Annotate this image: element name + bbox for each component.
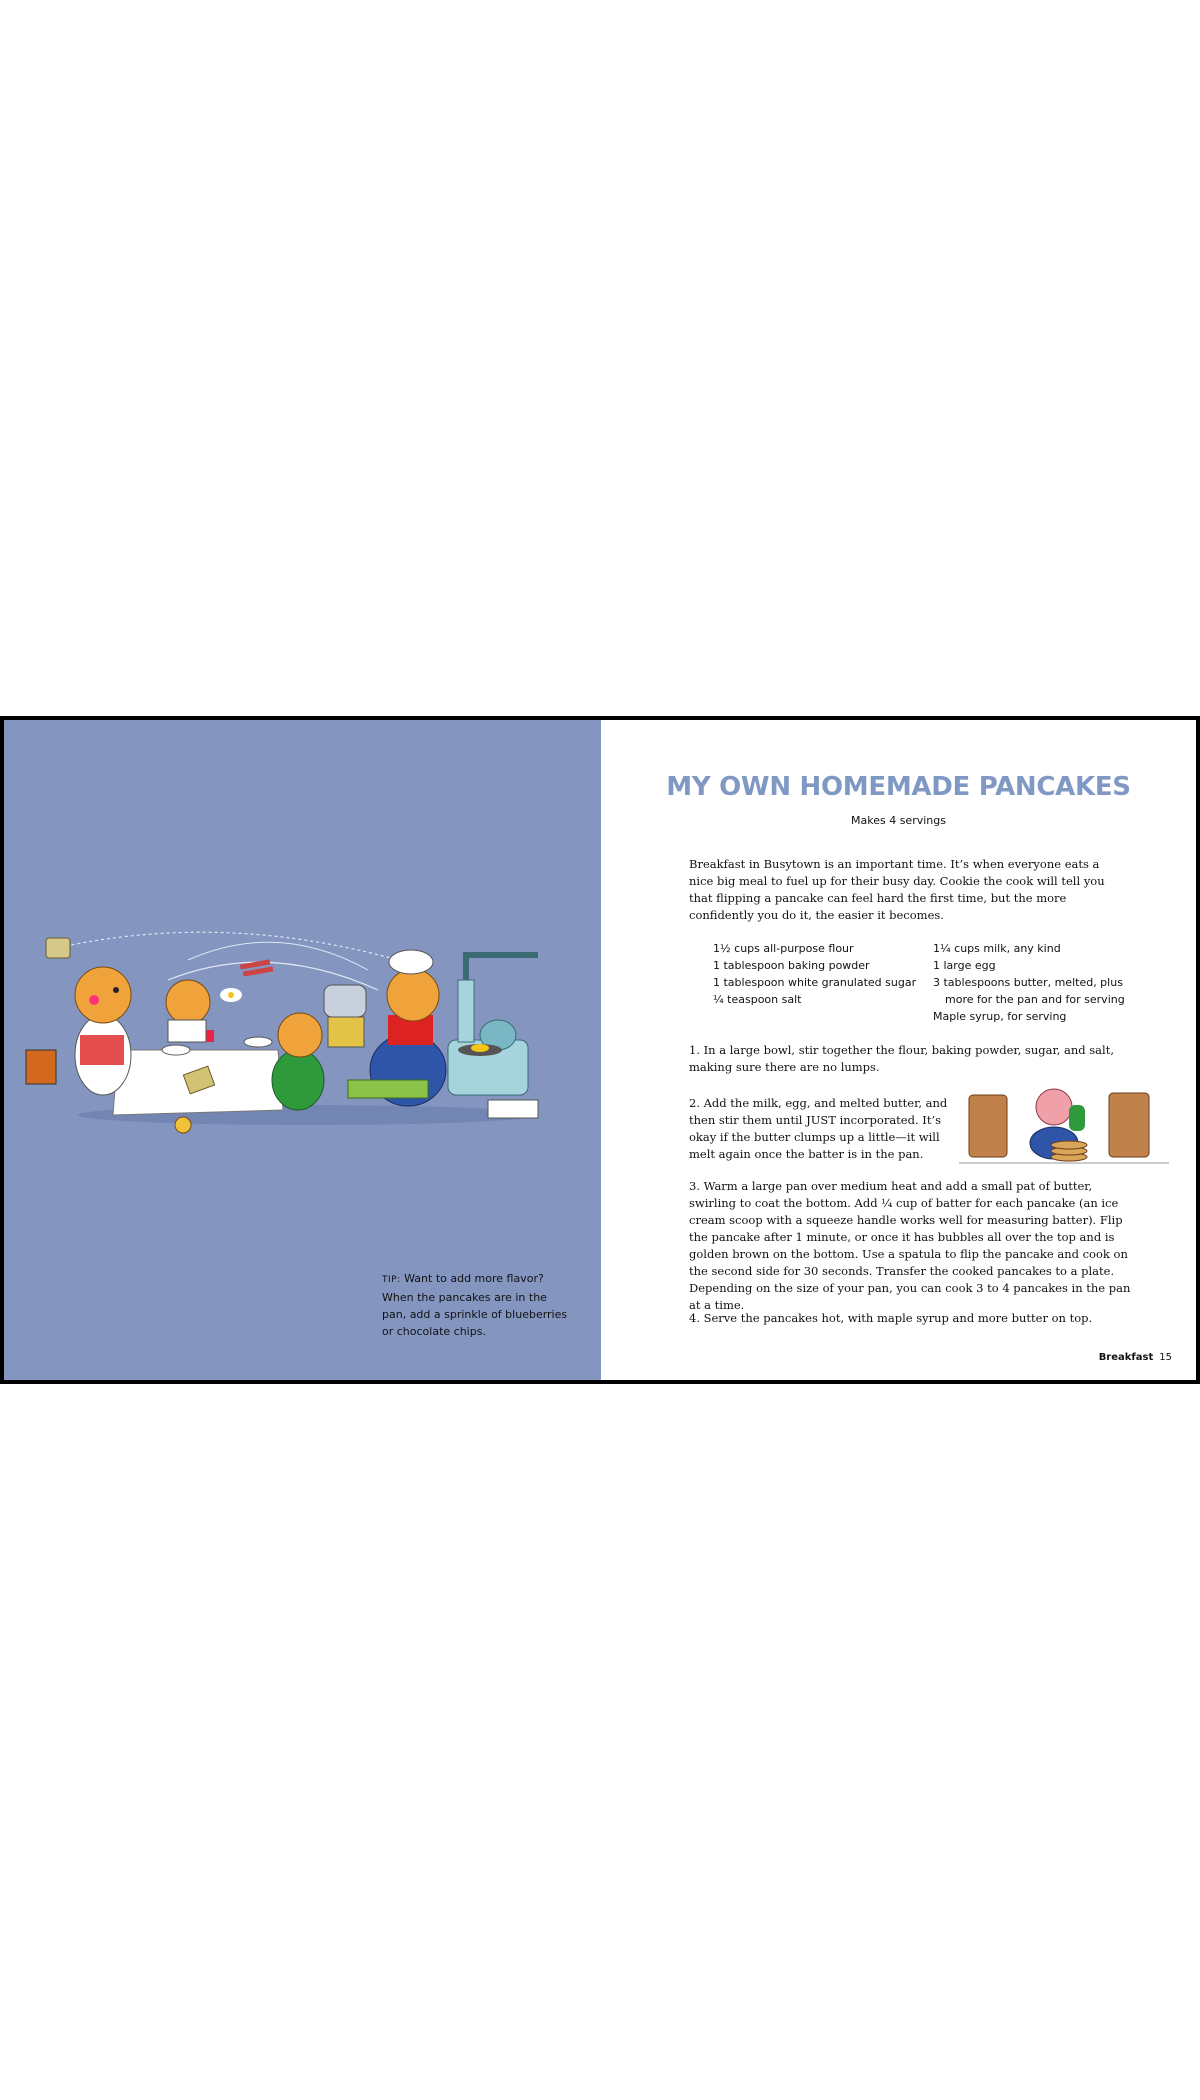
ingredient-item: 1¼ cups milk, any kind [933, 942, 1061, 955]
tip-note [382, 1270, 572, 1340]
recipe-title: MY OWN HOMEMADE PANCAKES [666, 772, 1131, 802]
kitchen-pigs-illustration [18, 920, 588, 1150]
ingredient-item: 1 tablespoon white granulated sugar [713, 976, 917, 989]
ingredient-item: 1 tablespoon baking powder [713, 959, 870, 972]
tip-label: TIP: [382, 1275, 401, 1285]
footer-section: Breakfast [1098, 1352, 1154, 1363]
step-2: 2. Add the milk, egg, and melted butter, and then stir them until JUST incorporated. It’s okay if the butter clumps up a little—it will melt again once the batter is in the pan. [689, 1096, 948, 1161]
book-spread [0, 716, 1200, 1384]
ingredient-item: Maple syrup, for serving [933, 1010, 1067, 1023]
ingredient-item: 3 tablespoons butter, melted, plus more for the pan and for serving [933, 976, 1125, 1006]
intro-paragraph: Breakfast in Busytown is an important time. It’s when everyone eats a nice big meal to fuel up for their busy day. Cookie the cook will tell you that flipping a pancake can feel hard the first time, but the more confidently you do it, the easier it becomes. [689, 857, 1105, 922]
ingredients-column-1 [713, 940, 923, 1008]
tip-text: Want to add more flavor? When the pancakes are in the pan, add a sprinkle of blueberries or chocolate chips. [382, 1272, 568, 1338]
page-number: 15 [1159, 1352, 1172, 1363]
left-page [4, 720, 601, 1380]
servings-note: Makes 4 servings [851, 814, 946, 827]
pancake-stack-illustration [959, 1085, 1169, 1170]
ingredient-item: 1½ cups all-purpose flour [713, 942, 854, 955]
step-3: 3. Warm a large pan over medium heat and add a small pat of butter, swirling to coat the bottom. Add ¼ cup of batter for each pancake (an ice cream scoop with a squeeze handle works well for measuring batter). Flip the pancake after 1 minute, or once it has bubbles all over the top and is golden brown on the bottom. Use a spatula to flip the pancake and cook on the second side for 30 seconds. Transfer the cooked pancakes to a plate. Depending on the size of your pan, you can cook 3 to 4 pancakes in the pan at a time. [689, 1179, 1131, 1312]
ingredient-item: ¼ teaspoon salt [713, 993, 802, 1006]
step-4: 4. Serve the pancakes hot, with maple syrup and more butter on top. [689, 1311, 1093, 1325]
ingredient-item: 1 large egg [933, 959, 996, 972]
page-footer [1099, 1352, 1172, 1363]
right-page [601, 720, 1196, 1380]
step-1: 1. In a large bowl, stir together the flour, baking powder, sugar, and salt, making sure there are no lumps. [689, 1043, 1114, 1074]
ingredients-column-2 [933, 940, 1143, 1025]
